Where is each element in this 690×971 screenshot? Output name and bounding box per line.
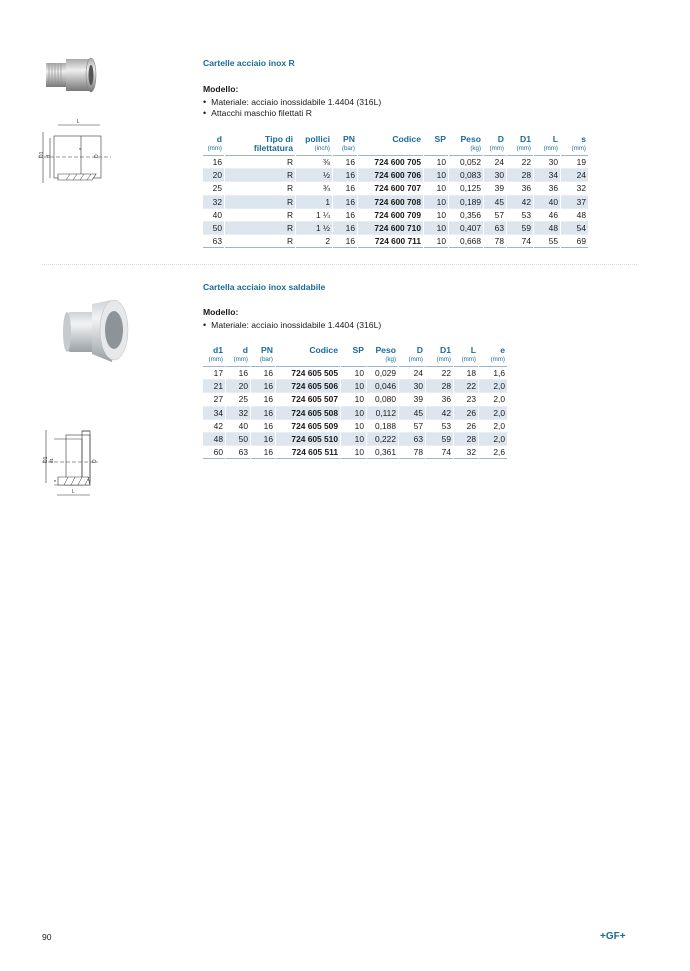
dim-d: d <box>46 155 52 158</box>
product-code: 724 605 505 <box>276 367 340 380</box>
section1-title: Cartelle acciaio inox R <box>203 58 295 68</box>
table-cell: 60 <box>203 446 225 459</box>
dim-D1: D1 <box>43 456 49 463</box>
column-unit: (mm) <box>516 145 531 152</box>
table-cell: R <box>225 182 295 195</box>
table-cell: 63 <box>203 235 224 248</box>
table-cell: 74 <box>426 446 453 459</box>
column-header <box>561 134 588 156</box>
table-cell: 2,0 <box>479 433 507 446</box>
table-cell: 32 <box>561 182 588 195</box>
table-cell: 28 <box>426 380 453 393</box>
table-cell: 45 <box>484 196 506 209</box>
table-row <box>203 209 588 222</box>
column-header <box>424 134 448 156</box>
table-cell: 10 <box>424 222 448 235</box>
table-cell: 17 <box>203 367 225 380</box>
column-header <box>333 134 357 156</box>
table-row <box>203 235 588 248</box>
table-cell: 18 <box>454 367 478 380</box>
page-number: 90 <box>42 932 52 942</box>
table-row <box>203 393 507 406</box>
column-unit: (mm) <box>208 356 223 363</box>
product-code: 724 600 708 <box>358 196 423 209</box>
table-cell: 1 <box>296 196 332 209</box>
table-cell: 10 <box>341 380 366 393</box>
product-code: 724 600 710 <box>358 222 423 235</box>
column-header <box>296 134 332 156</box>
table-cell: 10 <box>424 182 448 195</box>
section2-bullets <box>203 320 381 331</box>
table-cell: 2 <box>296 235 332 248</box>
column-header <box>251 345 275 367</box>
table-cell: 48 <box>561 209 588 222</box>
table-cell: 19 <box>561 156 588 169</box>
table-cell: 10 <box>424 209 448 222</box>
table-cell: R <box>225 169 295 182</box>
table-cell: 48 <box>534 222 560 235</box>
table-cell: 16 <box>333 209 357 222</box>
table-cell: 36 <box>534 182 560 195</box>
table-cell: 2,6 <box>479 446 507 459</box>
column-unit: (mm) <box>408 356 423 363</box>
table-cell: 63 <box>226 446 250 459</box>
table-cell: ½ <box>296 169 332 182</box>
table-cell: 16 <box>226 367 250 380</box>
column-header <box>449 134 483 156</box>
table-cell: 2,0 <box>479 407 507 420</box>
table-cell: 10 <box>341 433 366 446</box>
bullet-item: • Attacchi maschio filettati R <box>203 108 381 119</box>
table-cell: 24 <box>561 169 588 182</box>
product-code: 724 605 509 <box>276 420 340 433</box>
column-label: D1 <box>520 134 531 144</box>
table-cell: 0,125 <box>449 182 483 195</box>
table-row <box>203 222 588 235</box>
table-cell: 20 <box>203 169 224 182</box>
table-cell: 10 <box>341 393 366 406</box>
table-cell: R <box>225 209 295 222</box>
table-cell: 63 <box>484 222 506 235</box>
column-label: PN <box>261 345 273 355</box>
column-label: D1 <box>440 345 451 355</box>
table-cell: 25 <box>226 393 250 406</box>
table-cell: 10 <box>424 235 448 248</box>
table-row <box>203 156 588 169</box>
table-cell: 0,052 <box>449 156 483 169</box>
table-cell: 0,189 <box>449 196 483 209</box>
table-cell: 10 <box>341 420 366 433</box>
table-cell: 0,080 <box>367 393 398 406</box>
column-header <box>454 345 478 367</box>
column-unit <box>424 144 446 153</box>
column-unit: (kg) <box>385 356 396 363</box>
table-cell: 22 <box>507 156 533 169</box>
column-unit: (mm) <box>571 145 586 152</box>
column-label: L <box>552 134 558 144</box>
table-cell: 16 <box>251 380 275 393</box>
table-cell: 36 <box>507 182 533 195</box>
column-header <box>226 345 250 367</box>
table-cell: 10 <box>341 367 366 380</box>
table-cell: 25 <box>203 182 224 195</box>
column-label: SP <box>434 134 446 144</box>
table-cell: 1,6 <box>479 367 507 380</box>
table-cell: 78 <box>399 446 425 459</box>
gf-logo: +GF+ <box>600 931 626 942</box>
section2-title: Cartella acciaio inox saldabile <box>203 282 326 292</box>
table-cell: 1 ½ <box>296 222 332 235</box>
dim-L: L <box>72 489 75 495</box>
table-cell: 10 <box>424 169 448 182</box>
column-unit: (mm) <box>490 356 505 363</box>
table-row <box>203 407 507 420</box>
column-header <box>203 345 225 367</box>
table-cell: 20 <box>226 380 250 393</box>
table-cell: 16 <box>251 393 275 406</box>
table-cell: 39 <box>484 182 506 195</box>
table-cell: 23 <box>454 393 478 406</box>
product-code: 724 605 508 <box>276 407 340 420</box>
table-cell: 16 <box>251 420 275 433</box>
table-cell: 10 <box>424 156 448 169</box>
table-cell: 16 <box>333 182 357 195</box>
column-label: D <box>416 345 423 355</box>
table-cell: R <box>225 235 295 248</box>
dim-s: s <box>79 146 81 151</box>
bullet-item: • Materiale: acciaio inossidabile 1.4404 (316L) <box>203 97 381 108</box>
table-cell: 40 <box>226 420 250 433</box>
column-label: pollici <box>305 134 330 144</box>
product-code: 724 600 707 <box>358 182 423 195</box>
product-code: 724 605 511 <box>276 446 340 459</box>
table-cell: 16 <box>251 446 275 459</box>
table-cell: 0,046 <box>367 380 398 393</box>
table-cell: 1 ¼ <box>296 209 332 222</box>
table-cell: 63 <box>399 433 425 446</box>
product-code: 724 600 706 <box>358 169 423 182</box>
table-cell: 40 <box>534 196 560 209</box>
table-cell: 26 <box>454 420 478 433</box>
dim-D: D <box>92 459 98 463</box>
table-cell: 74 <box>507 235 533 248</box>
product-code: 724 600 705 <box>358 156 423 169</box>
table-cell: 30 <box>484 169 506 182</box>
table-cell: 30 <box>399 380 425 393</box>
product-code: 724 600 709 <box>358 209 423 222</box>
column-unit: (mm) <box>461 356 476 363</box>
column-header <box>479 345 507 367</box>
column-label: Codice <box>392 134 421 144</box>
table-cell: R <box>225 222 295 235</box>
table-cell: 32 <box>226 407 250 420</box>
table-cell: 10 <box>341 407 366 420</box>
column-unit <box>341 355 364 364</box>
column-header <box>534 134 560 156</box>
table-row <box>203 367 507 380</box>
table-cell: 42 <box>426 407 453 420</box>
table-cell: 16 <box>251 433 275 446</box>
table-cell: 16 <box>203 156 224 169</box>
product-code: 724 605 510 <box>276 433 340 446</box>
section2-table <box>202 345 508 459</box>
table-cell: 0,222 <box>367 433 398 446</box>
table-cell: 53 <box>507 209 533 222</box>
column-label: Codice <box>309 345 338 355</box>
table-row <box>203 446 507 459</box>
table-cell: 0,112 <box>367 407 398 420</box>
column-header <box>399 345 425 367</box>
table-cell: 50 <box>203 222 224 235</box>
table-row <box>203 182 588 195</box>
table-row <box>203 433 507 446</box>
table-cell: 69 <box>561 235 588 248</box>
table-cell: 24 <box>399 367 425 380</box>
table-cell: 0,083 <box>449 169 483 182</box>
threaded-flange-adapter-drawing <box>36 118 116 198</box>
column-header <box>426 345 453 367</box>
table-cell: 42 <box>203 420 225 433</box>
column-label: SP <box>352 345 364 355</box>
column-header <box>225 134 295 156</box>
column-label: e <box>500 345 505 355</box>
section1-bullets <box>203 97 381 118</box>
table-cell: 22 <box>454 380 478 393</box>
column-label: L <box>470 345 476 355</box>
table-cell: 59 <box>426 433 453 446</box>
table-cell: 16 <box>333 156 357 169</box>
table-cell: ⅜ <box>296 156 332 169</box>
table-cell: 42 <box>507 196 533 209</box>
table-cell: 30 <box>534 156 560 169</box>
column-unit: (mm) <box>436 356 451 363</box>
table-row <box>203 420 507 433</box>
threaded-flange-adapter-photo <box>44 55 104 95</box>
column-label: Peso <box>460 134 481 144</box>
column-header <box>358 134 423 156</box>
table-cell: 21 <box>203 380 225 393</box>
table-cell: 26 <box>454 407 478 420</box>
column-header <box>367 345 398 367</box>
table-cell: 24 <box>484 156 506 169</box>
column-header <box>341 345 366 367</box>
column-label: d <box>242 345 248 355</box>
dim-D: D <box>94 154 100 158</box>
table-cell: 16 <box>333 196 357 209</box>
table-cell: 40 <box>203 209 224 222</box>
product-code: 724 605 507 <box>276 393 340 406</box>
table-cell: 53 <box>426 420 453 433</box>
table-cell: 0,029 <box>367 367 398 380</box>
table-cell: 16 <box>333 222 357 235</box>
column-unit: (mm) <box>543 145 558 152</box>
column-header <box>276 345 340 367</box>
bullet-item: • Materiale: acciaio inossidabile 1.4404 (316L) <box>203 320 381 331</box>
table-row <box>203 196 588 209</box>
table-cell: 50 <box>226 433 250 446</box>
table-cell: 39 <box>399 393 425 406</box>
table-cell: 36 <box>426 393 453 406</box>
table-cell: 0,407 <box>449 222 483 235</box>
section-divider <box>42 264 637 265</box>
column-unit: (inch) <box>314 145 330 152</box>
column-unit <box>276 355 338 364</box>
column-header <box>484 134 506 156</box>
table-cell: 34 <box>534 169 560 182</box>
table-cell: 16 <box>251 367 275 380</box>
table-cell: 16 <box>333 235 357 248</box>
column-label: PN <box>343 134 355 144</box>
table-cell: 46 <box>534 209 560 222</box>
column-label: d <box>216 134 222 144</box>
table-cell: 0,361 <box>367 446 398 459</box>
table-cell: 37 <box>561 196 588 209</box>
table-cell: 57 <box>484 209 506 222</box>
table-cell: 10 <box>424 196 448 209</box>
table-cell: 48 <box>203 433 225 446</box>
column-unit: (bar) <box>259 356 273 363</box>
table-cell: 16 <box>251 407 275 420</box>
section1-table <box>202 134 589 248</box>
column-unit <box>358 144 421 153</box>
table-cell: 59 <box>507 222 533 235</box>
table-cell: 32 <box>454 446 478 459</box>
section2-modello-label: Modello: <box>203 307 239 317</box>
table-cell: R <box>225 156 295 169</box>
table-cell: 57 <box>399 420 425 433</box>
column-unit: (bar) <box>341 145 355 152</box>
table-row <box>203 380 507 393</box>
column-unit: (mm) <box>489 145 504 152</box>
table-cell: 0,668 <box>449 235 483 248</box>
column-unit: (kg) <box>470 145 481 152</box>
dim-e: e <box>54 478 57 483</box>
table-cell: 22 <box>426 367 453 380</box>
column-unit: (mm) <box>207 145 222 152</box>
table-cell: 34 <box>203 407 225 420</box>
product-code: 724 600 711 <box>358 235 423 248</box>
table-cell: 2,0 <box>479 420 507 433</box>
column-label: Tipo di <box>264 134 293 144</box>
table-cell: 10 <box>341 446 366 459</box>
product-code: 724 605 506 <box>276 380 340 393</box>
table-row <box>203 169 588 182</box>
dim-D1: D1 <box>39 151 45 158</box>
dim-L: L <box>76 119 80 125</box>
table-cell: R <box>225 196 295 209</box>
table-cell: 0,188 <box>367 420 398 433</box>
column-unit: filettatura <box>253 143 293 153</box>
section1-modello-label: Modello: <box>203 84 239 94</box>
column-label: Peso <box>375 345 396 355</box>
column-label: s <box>581 134 586 144</box>
table-cell: 28 <box>507 169 533 182</box>
dim-d1: d1 <box>49 457 54 463</box>
table-cell: 45 <box>399 407 425 420</box>
table-cell: 78 <box>484 235 506 248</box>
table-cell: 2,0 <box>479 393 507 406</box>
table-cell: 55 <box>534 235 560 248</box>
table-cell: ¾ <box>296 182 332 195</box>
table-cell: 27 <box>203 393 225 406</box>
column-label: D <box>497 134 504 144</box>
table-cell: 54 <box>561 222 588 235</box>
column-label: d1 <box>212 345 223 355</box>
table-cell: 0,356 <box>449 209 483 222</box>
column-header <box>507 134 533 156</box>
table-cell: 32 <box>203 196 224 209</box>
weldable-flange-photo <box>62 292 132 364</box>
column-unit: (mm) <box>233 356 248 363</box>
column-header <box>203 134 224 156</box>
table-cell: 2,0 <box>479 380 507 393</box>
table-cell: 28 <box>454 433 478 446</box>
table-cell: 16 <box>333 169 357 182</box>
weldable-flange-drawing <box>40 425 100 500</box>
